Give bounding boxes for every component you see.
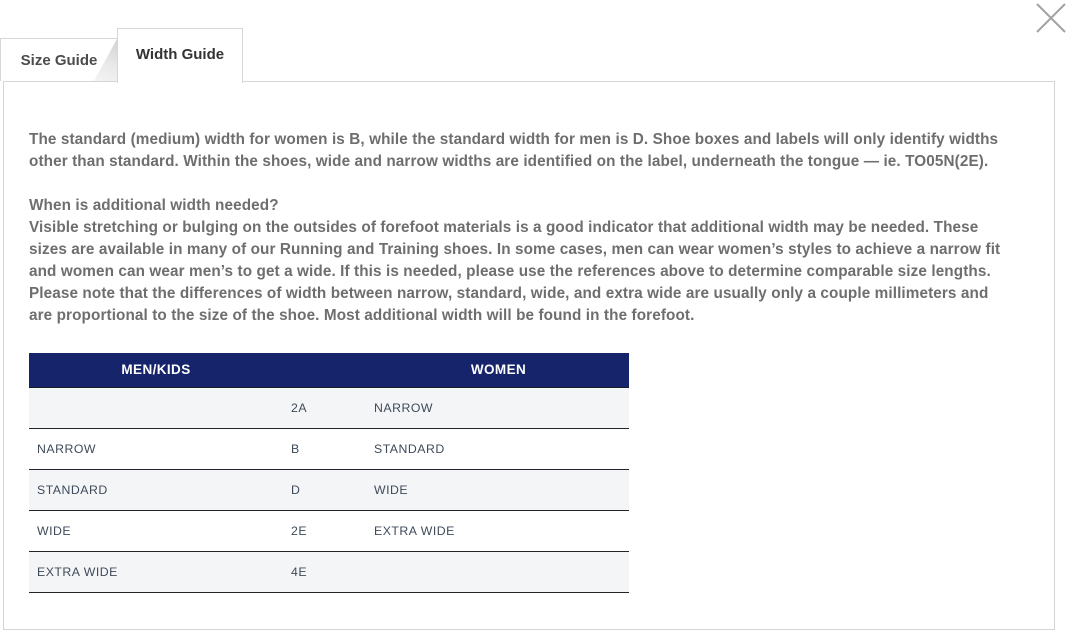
table-row bbox=[29, 551, 629, 592]
tab-fold-decoration bbox=[94, 39, 117, 81]
tab-width-guide[interactable] bbox=[117, 28, 243, 83]
tab-size-guide-label: Size Guide bbox=[20, 52, 98, 69]
table-row bbox=[29, 510, 629, 551]
table-row bbox=[29, 469, 629, 510]
column-header-code bbox=[283, 353, 368, 387]
table-cell: NARROW bbox=[374, 400, 434, 415]
table-cell: 2A bbox=[291, 400, 308, 415]
width-comparison-table bbox=[29, 353, 629, 593]
question-heading: When is additional width needed? bbox=[29, 197, 279, 214]
additional-width-section bbox=[29, 195, 1014, 327]
width-guide-panel bbox=[3, 81, 1055, 630]
table-cell: D bbox=[291, 482, 301, 497]
table-cell: 2E bbox=[291, 523, 308, 538]
table-cell: WIDE bbox=[374, 482, 409, 497]
intro-paragraph: The standard (medium) width for women is B, while the standard width for men is D. Shoe boxes and labels will only identify widths other than standard. Within the shoes, wide and narrow widths are identified on the label, underneath the tongue — ie. TO05N(2E). bbox=[29, 131, 999, 170]
table-cell: EXTRA WIDE bbox=[37, 564, 118, 579]
table-cell: STANDARD bbox=[37, 482, 108, 497]
table-cell: NARROW bbox=[37, 441, 97, 456]
table-row bbox=[29, 428, 629, 469]
table-cell bbox=[29, 387, 283, 428]
table-cell: WIDE bbox=[37, 523, 72, 538]
additional-width-paragraph: Visible stretching or bulging on the outsides of forefoot materials is a good indicator that additional width may be needed. These sizes are available in many of our Running and Training shoes. In some cases, men can wear women’s styles to achieve a narrow fit and women can wear men’s to get a wide. If this is needed, please use the references above to determine comparable size lengths. Please note that the differences of width between narrow, standard, wide, and extra wide are usually only a couple millimeters and are proportional to the size of the shoe. Most additional width will be found in the forefoot. bbox=[29, 219, 1001, 324]
tab-width-guide-label: Width Guide bbox=[135, 46, 225, 63]
table-cell bbox=[368, 551, 629, 592]
table-cell: STANDARD bbox=[374, 441, 445, 456]
close-button[interactable] bbox=[1032, 0, 1070, 38]
table-cell: B bbox=[291, 441, 300, 456]
tab-size-guide[interactable] bbox=[0, 38, 118, 81]
width-guide-content bbox=[4, 82, 1054, 593]
close-icon bbox=[1034, 2, 1068, 36]
column-header-men-kids: MEN/KIDS bbox=[121, 362, 191, 378]
table-header-row bbox=[29, 353, 629, 387]
table-row bbox=[29, 387, 629, 428]
table-cell: EXTRA WIDE bbox=[374, 523, 455, 538]
column-header-women: WOMEN bbox=[470, 362, 527, 378]
table-cell: 4E bbox=[291, 564, 308, 579]
